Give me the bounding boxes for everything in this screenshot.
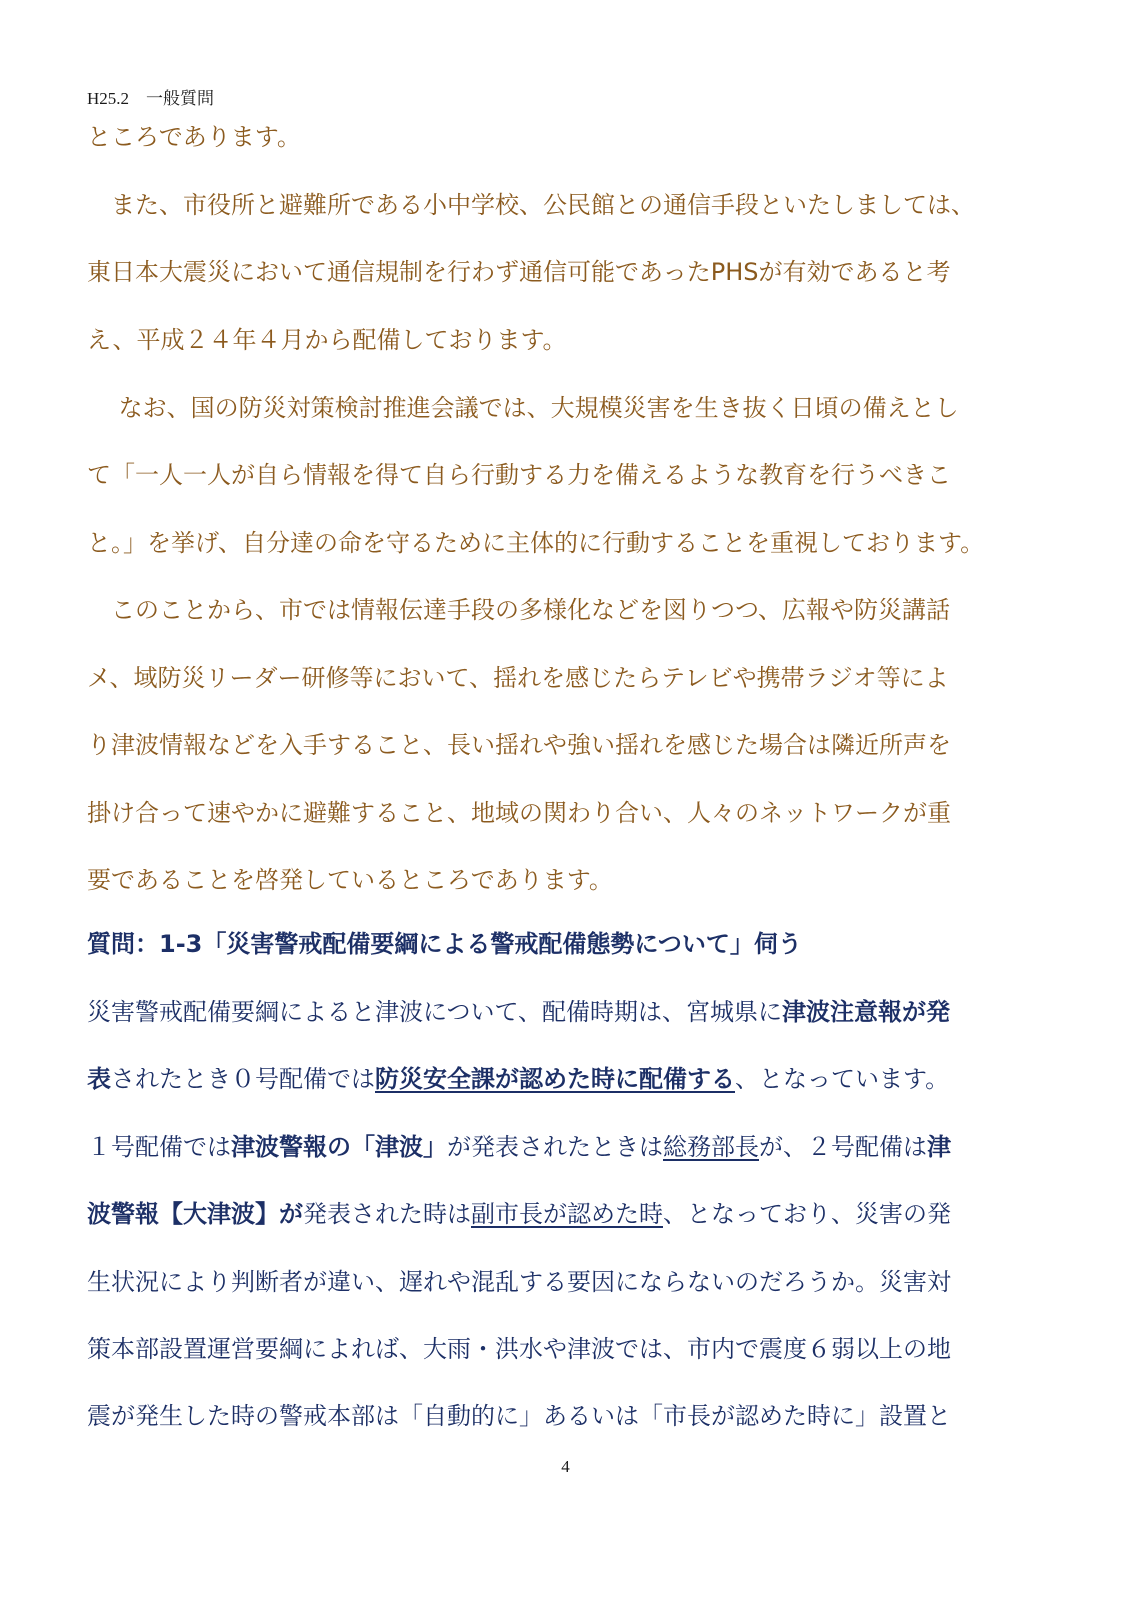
answer-line: て「一人一人が自ら情報を得て自ら行動する力を備えるような教育を行うべきこ [87, 461, 951, 489]
answer-line: え、平成２４年４月から配備しております。 [87, 326, 567, 354]
answer-line: 掛け合って速やかに避難すること、地域の関わり合い、人々のネットワークが重 [87, 799, 951, 827]
question-line [87, 1131, 951, 1163]
question-heading: 質問：1-3「災害警戒配備要綱による警戒配備態勢について」伺う [87, 930, 802, 958]
question-line [87, 1198, 951, 1230]
text-span: 、となっています。 [735, 1065, 950, 1093]
emphasis: 津波注意報が発 [782, 998, 951, 1026]
underlined: 総務部長 [663, 1133, 759, 1161]
answer-line: り津波情報などを入手すること、長い揺れや強い揺れを感じた場合は隣近所声を [87, 731, 951, 759]
text-span: 災害警戒配備要綱によると津波について、配備時期は、宮城県に [87, 998, 783, 1026]
answer-line: と。」を挙げ、自分達の命を守るために主体的に行動することを重視しております。 [87, 529, 985, 557]
answer-line: また、市役所と避難所である小中学校、公民館との通信手段といたしましては、 [87, 191, 975, 219]
answer-line: なお、国の防災対策検討推進会議では、大規模災害を生き抜く日頃の備えとし [87, 394, 959, 422]
answer-line: 東日本大震災において通信規制を行わず通信可能であったPHSが有効であると考 [87, 258, 951, 286]
text-span: 、となっており、災害の発 [663, 1200, 951, 1228]
question-line [87, 996, 950, 1028]
page-number: 4 [561, 1457, 570, 1476]
text-span: １号配備では [87, 1133, 231, 1161]
text-span: が、２号配備は [759, 1133, 927, 1161]
text-span: が発表されたときは [447, 1133, 663, 1161]
emphasis: が [279, 1200, 303, 1228]
answer-line: メ、域防災リーダー研修等において、揺れを感じたらテレビや携帯ラジオ等によ [87, 664, 949, 692]
answer-line: このことから、市では情報伝達手段の多様化などを図りつつ、広報や防災講話 [87, 596, 951, 624]
text-span: されたとき０号配備では [111, 1065, 375, 1093]
question-line: 生状況により判断者が違い、遅れや混乱する要因にならないのだろうか。災害対 [87, 1268, 951, 1296]
emphasis: 津波警報の「津波」 [231, 1133, 447, 1161]
emphasis: 表 [87, 1065, 111, 1093]
question-line: 策本部設置運営要綱によれば、大雨・洪水や津波では、市内で震度６弱以上の地 [87, 1335, 951, 1363]
emphasis: 津 [927, 1133, 951, 1161]
question-line: 震が発生した時の警戒本部は「自動的に」あるいは「市長が認めた時に」設置と [87, 1402, 951, 1430]
answer-line: 要であることを啓発しているところであります。 [87, 866, 613, 894]
emphasis-underlined: 防災安全課が認めた時に配備する [375, 1065, 735, 1093]
question-line [87, 1063, 949, 1095]
emphasis: 波警報【大津波】 [87, 1200, 279, 1228]
underlined: 副市長が認めた時 [471, 1200, 663, 1228]
page-header: H25.2 一般質問 [87, 89, 215, 108]
text-span: 発表された時は [303, 1200, 471, 1228]
answer-line: ところであります。 [87, 123, 301, 151]
